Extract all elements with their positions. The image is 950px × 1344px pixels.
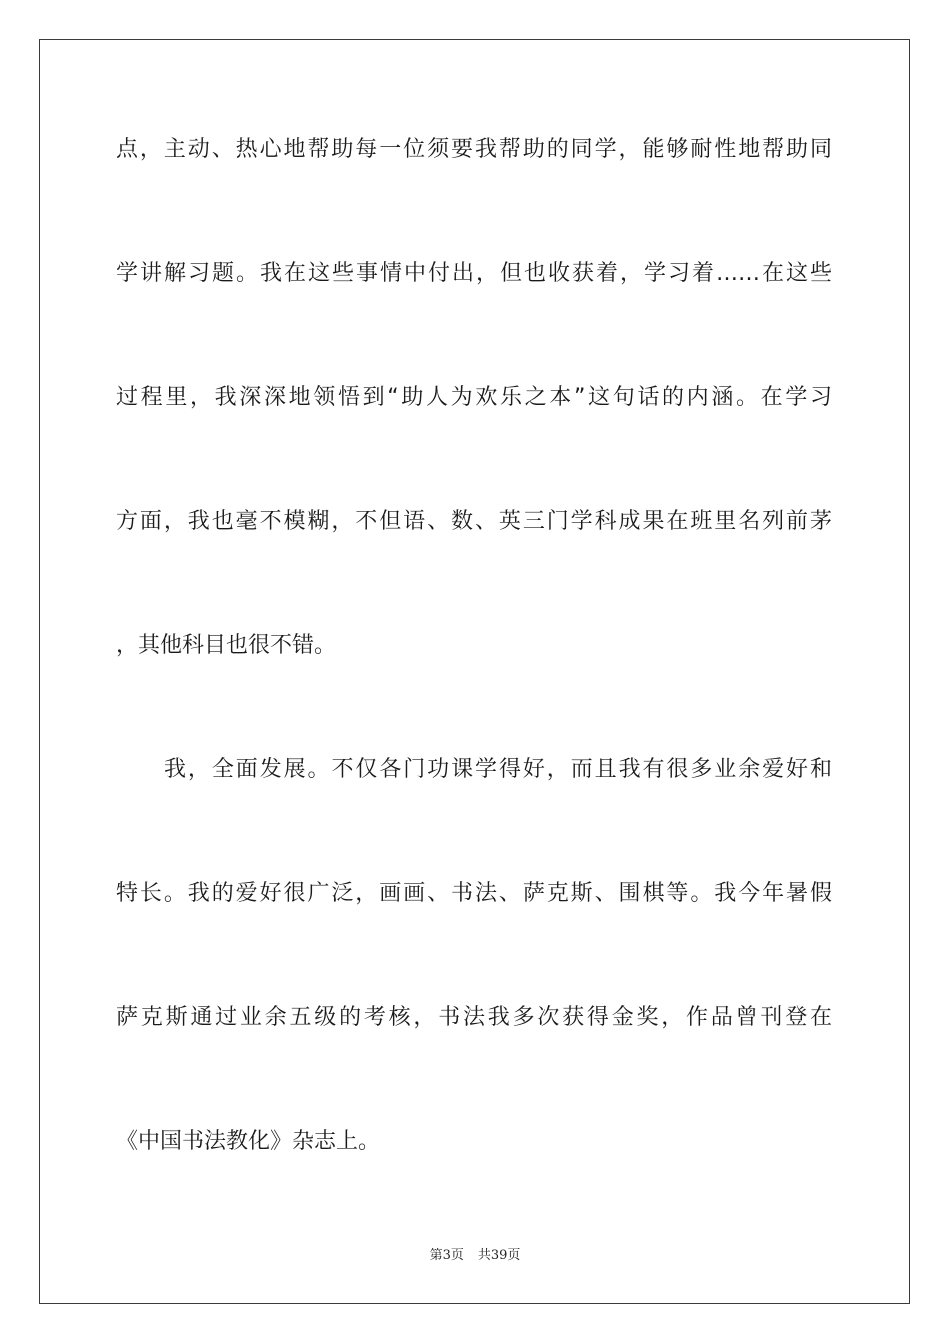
body-text-line-6: 我，全面发展。不仅各门功课学得好，而且我有很多业余爱好和 [164, 757, 832, 782]
body-text-line-9: 《中国书法教化》杂志上。 [116, 1129, 381, 1154]
body-text-line-4: 方面，我也毫不模糊，不但语、数、英三门学科成果在班里名列前茅 [116, 509, 832, 534]
page-footer [0, 1248, 950, 1264]
body-text-line-3: 过程里，我深深地领悟到“助人为欢乐之本”这句话的内涵。在学习 [116, 385, 832, 410]
page-border [39, 39, 910, 1304]
page-number-current: 第3页 [429, 1248, 464, 1263]
body-text-line-1: 点，主动、热心地帮助每一位须要我帮助的同学，能够耐性地帮助同 [116, 137, 832, 162]
body-text-line-5: ，其他科目也很不错。 [116, 633, 337, 658]
body-text-line-2: 学讲解习题。我在这些事情中付出，但也收获着，学习着……在这些 [116, 261, 832, 286]
body-text-line-8: 萨克斯通过业余五级的考核，书法我多次获得金奖，作品曾刊登在 [116, 1005, 832, 1030]
page-number-total: 共39页 [477, 1248, 521, 1263]
body-text-line-7: 特长。我的爱好很广泛，画画、书法、萨克斯、围棋等。我今年暑假 [116, 881, 832, 906]
